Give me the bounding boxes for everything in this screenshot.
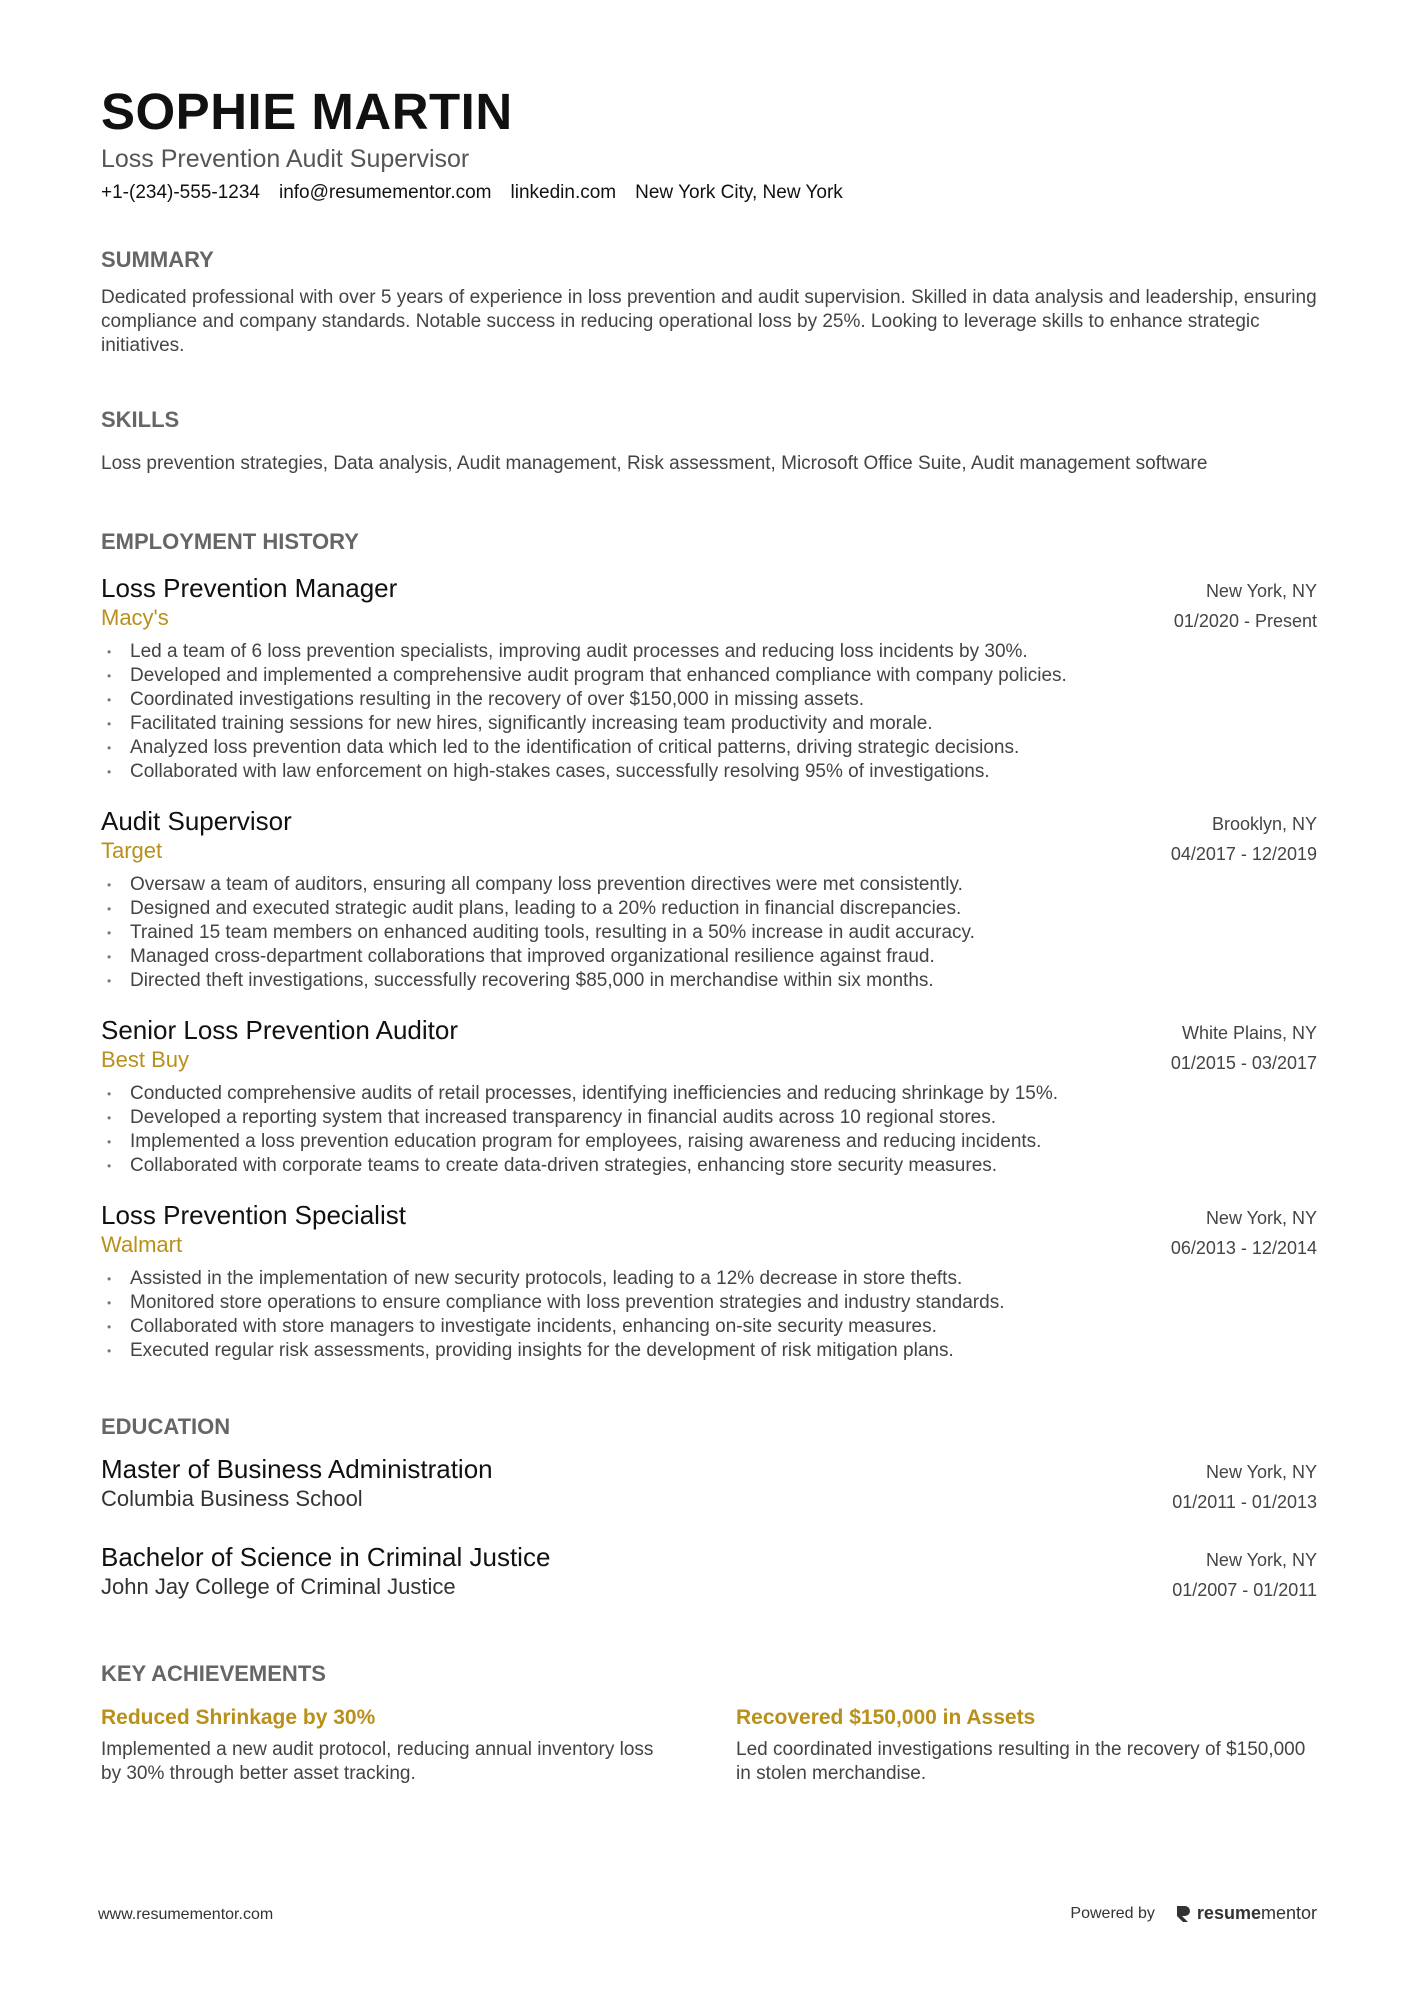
achievement-item: [736, 1704, 1311, 1786]
education-entry: [101, 1453, 1317, 1517]
job-bullets: [101, 1267, 1317, 1363]
brand-logo[interactable]: [1175, 1903, 1317, 1924]
education-dates: 01/2011 - 01/2013: [1172, 1492, 1317, 1512]
resumementor-logo-icon: [1175, 1904, 1191, 1924]
job-title: Loss Prevention Manager: [101, 573, 398, 603]
job-title: Loss Prevention Specialist: [101, 1200, 406, 1230]
summary-section: [101, 246, 1317, 358]
job-company: Best Buy: [101, 1047, 190, 1072]
job-location: Brooklyn, NY: [1211, 814, 1317, 834]
job-bullet: • Managed cross-department collaborations that improved organizational resilience against fraud.: [101, 945, 1317, 969]
education-school: John Jay College of Criminal Justice: [101, 1574, 456, 1599]
powered-by-label: Powered by: [1070, 1904, 1155, 1922]
job-bullet: • Conducted comprehensive audits of retail processes, identifying inefficiencies and reducing shrinkage by 15%.: [101, 1082, 1317, 1106]
education-entry: [101, 1541, 1317, 1605]
achievements-heading: KEY ACHIEVEMENTS: [101, 1661, 326, 1686]
contact-phone: +1-(234)-555-1234: [101, 182, 260, 203]
job-header: [101, 805, 1317, 869]
job-bullet: • Developed and implemented a comprehensive audit program that enhanced compliance with company policies.: [101, 664, 1317, 688]
job-location: New York, NY: [1205, 581, 1317, 601]
job-header: [101, 572, 1317, 636]
brand-name-rest: mentor: [1260, 1903, 1317, 1923]
job-bullet: • Collaborated with corporate teams to create data-driven strategies, enhancing store security measures.: [101, 1154, 1317, 1178]
job-company: Walmart: [101, 1232, 183, 1257]
job-bullet: • Trained 15 team members on enhanced auditing tools, resulting in a 50% increase in audit accuracy.: [101, 921, 1317, 945]
job-location: New York, NY: [1205, 1208, 1317, 1228]
contact-line: [101, 180, 1317, 206]
education-location: New York, NY: [1205, 1550, 1317, 1570]
job-bullet: • Collaborated with store managers to investigate incidents, enhancing on-site security measures.: [101, 1315, 1317, 1339]
job-entry: [101, 1199, 1317, 1363]
footer-brand: [1070, 1903, 1317, 1924]
skills-text: Loss prevention strategies, Data analysis, Audit management, Risk assessment, Microsoft Office Suite, Audit management software: [101, 453, 1208, 474]
job-bullet: • Analyzed loss prevention data which led to the identification of critical patterns, driving strategic decisions.: [101, 736, 1317, 760]
job-bullet: • Facilitated training sessions for new hires, significantly increasing team productivity and morale.: [101, 712, 1317, 736]
achievement-description: Led coordinated investigations resulting in the recovery of $150,000 in stolen merchandise.: [736, 1739, 1306, 1784]
candidate-title: Loss Prevention Audit Supervisor: [101, 145, 470, 173]
job-bullet: • Executed regular risk assessments, providing insights for the development of risk mitigation plans.: [101, 1339, 1317, 1363]
job-bullet: • Collaborated with law enforcement on high-stakes cases, successfully resolving 95% of investigations.: [101, 760, 1317, 784]
contact-location: New York City, New York: [635, 182, 843, 203]
job-company: Target: [101, 838, 163, 863]
education-degree: Master of Business Administration: [101, 1454, 493, 1484]
summary-heading: SUMMARY: [101, 247, 214, 272]
job-header: [101, 1199, 1317, 1263]
education-dates: 01/2007 - 01/2011: [1172, 1580, 1317, 1600]
job-entry: [101, 805, 1317, 993]
job-dates: 01/2015 - 03/2017: [1170, 1053, 1317, 1073]
candidate-name: SOPHIE MARTIN: [101, 83, 513, 140]
skills-section: [101, 406, 1317, 476]
contact-email[interactable]: info@resumementor.com: [278, 182, 492, 203]
education-location: New York, NY: [1205, 1462, 1317, 1482]
job-bullet: • Led a team of 6 loss prevention specialists, improving audit processes and reducing loss incidents by 30%.: [101, 640, 1317, 664]
employment-section: [101, 528, 1317, 1363]
job-bullet: • Monitored store operations to ensure compliance with loss prevention strategies and industry standards.: [101, 1291, 1317, 1315]
brand-name-bold: resume: [1196, 1903, 1261, 1923]
job-dates: 06/2013 - 12/2014: [1170, 1238, 1317, 1258]
job-dates: 01/2020 - Present: [1173, 611, 1317, 631]
job-company: Macy's: [101, 605, 169, 630]
contact-linkedin[interactable]: linkedin.com: [510, 182, 617, 203]
job-bullet: • Assisted in the implementation of new security protocols, leading to a 12% decrease in store thefts.: [101, 1267, 1317, 1291]
skills-heading: SKILLS: [101, 407, 180, 432]
achievement-item: [101, 1704, 676, 1786]
achievement-title: Reduced Shrinkage by 30%: [101, 1706, 376, 1729]
job-bullets: [101, 873, 1317, 993]
job-location: White Plains, NY: [1181, 1023, 1317, 1043]
job-bullet: • Directed theft investigations, successfully recovering $85,000 in merchandise within six months.: [101, 969, 1317, 993]
resume-content: [101, 82, 1317, 1786]
job-bullet: • Implemented a loss prevention education program for employees, raising awareness and reducing incidents.: [101, 1130, 1317, 1154]
achievement-title: Recovered $150,000 in Assets: [736, 1706, 1036, 1729]
job-bullet: • Coordinated investigations resulting in the recovery of over $150,000 in missing assets.: [101, 688, 1317, 712]
job-bullet: • Developed a reporting system that increased transparency in financial audits across 10 regional stores.: [101, 1106, 1317, 1130]
job-bullets: [101, 1082, 1317, 1178]
job-header: [101, 1014, 1317, 1078]
job-bullets: [101, 640, 1317, 784]
footer-website[interactable]: www.resumementor.com: [98, 1906, 274, 1923]
job-bullet: • Designed and executed strategic audit plans, leading to a 20% reduction in financial discrepancies.: [101, 897, 1317, 921]
job-dates: 04/2017 - 12/2019: [1170, 844, 1317, 864]
achievements-section: [101, 1660, 1317, 1786]
summary-text: Dedicated professional with over 5 years of experience in loss prevention and audit supervision. Skilled in data analysis and leadership, ensuring compliance and company standards. Notable success in reducing operational loss by 25%. Looking to leverage skills to enhance strategic initiatives.: [101, 287, 1317, 356]
job-title: Senior Loss Prevention Auditor: [101, 1015, 458, 1045]
job-entry: [101, 1014, 1317, 1178]
job-entry: [101, 572, 1317, 784]
education-school: Columbia Business School: [101, 1486, 363, 1511]
employment-heading: EMPLOYMENT HISTORY: [101, 529, 359, 554]
education-heading: EDUCATION: [101, 1414, 231, 1439]
job-bullet: • Oversaw a team of auditors, ensuring all company loss prevention directives were met consistently.: [101, 873, 1317, 897]
job-title: Audit Supervisor: [101, 806, 292, 836]
achievement-description: Implemented a new audit protocol, reducing annual inventory loss by 30% through better asset tracking.: [101, 1739, 654, 1784]
resume-header: [101, 82, 1317, 206]
education-degree: Bachelor of Science in Criminal Justice: [101, 1542, 551, 1572]
education-section: [101, 1413, 1317, 1605]
